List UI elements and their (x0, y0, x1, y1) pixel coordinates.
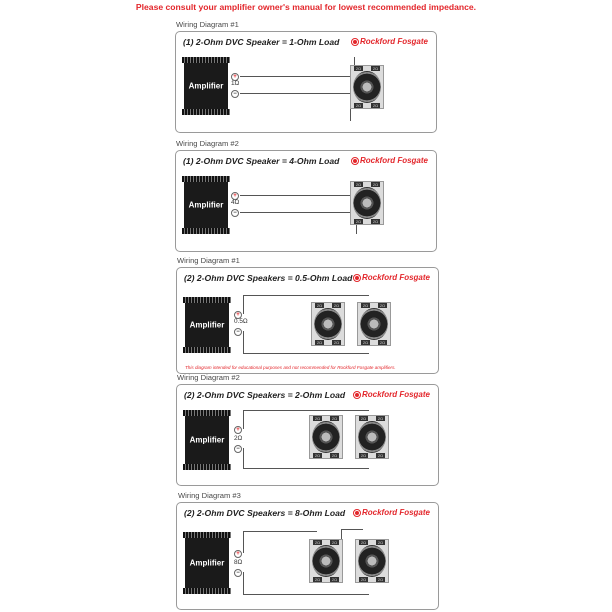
speaker-terminal: 2Ω (331, 416, 338, 421)
dvc-speaker (309, 539, 343, 583)
dvc-speaker (350, 65, 384, 109)
speaker-terminal: 2Ω (316, 340, 323, 345)
negative-terminal: − (234, 445, 242, 453)
wire (243, 594, 369, 595)
diagram-title: (2) 2-Ohm DVC Speakers = 8-Ohm Load (184, 508, 346, 518)
wire (240, 212, 356, 213)
logo-text: Rockford Fosgate (359, 156, 428, 165)
speaker-terminal: 2Ω (372, 66, 379, 71)
speaker-terminal: 2Ω (314, 540, 321, 545)
rockford-fosgate-logo (351, 37, 428, 46)
dvc-speaker (355, 415, 389, 459)
speaker-terminal: 2Ω (362, 340, 369, 345)
rockford-fosgate-logo (351, 156, 428, 165)
negative-terminal: − (234, 328, 242, 336)
amplifier (184, 60, 228, 112)
dvc-speaker (309, 415, 343, 459)
speaker-terminal: 2Ω (355, 66, 362, 71)
amplifier-label: Amplifier (188, 81, 224, 91)
speaker-terminal: 2Ω (377, 416, 384, 421)
negative-terminal: − (231, 209, 239, 217)
speaker-terminal: 2Ω (379, 303, 386, 308)
diagram-label: Wiring Diagram #1 (177, 256, 240, 265)
speaker-terminal: 2Ω (377, 540, 384, 545)
speaker-cone (353, 71, 381, 103)
dvc-speaker (311, 302, 345, 346)
speaker-cone (360, 308, 388, 340)
load-value: 0.5Ω (234, 318, 248, 325)
negative-terminal: − (231, 90, 239, 98)
speaker-terminal: 2Ω (362, 303, 369, 308)
speaker-cone (358, 421, 386, 453)
speaker-terminal: 2Ω (314, 453, 321, 458)
dvc-speaker (355, 539, 389, 583)
wire (243, 531, 317, 532)
amplifier (185, 413, 229, 467)
speaker-terminal: 2Ω (314, 577, 321, 582)
diagram-panel (176, 502, 439, 610)
positive-terminal: + (231, 192, 239, 200)
speaker-terminal: 2Ω (360, 453, 367, 458)
amplifier (185, 535, 229, 591)
wire (240, 93, 350, 94)
speaker-terminal: 2Ω (372, 103, 379, 108)
logo-text: Rockford Fosgate (359, 37, 428, 46)
amplifier-label: Amplifier (189, 435, 225, 445)
speaker-terminal: 2Ω (360, 577, 367, 582)
amplifier-label: Amplifier (189, 320, 225, 330)
logo-text: Rockford Fosgate (361, 390, 430, 399)
diagram-title: (1) 2-Ohm DVC Speaker = 4-Ohm Load (183, 156, 340, 166)
speaker-terminal: 2Ω (372, 219, 379, 224)
diagram-title: (1) 2-Ohm DVC Speaker = 1-Ohm Load (183, 37, 340, 47)
speaker-terminal: 2Ω (355, 182, 362, 187)
positive-terminal: + (234, 426, 242, 434)
speaker-terminal: 2Ω (360, 540, 367, 545)
logo-icon (353, 391, 361, 399)
amplifier (185, 300, 229, 350)
rockford-fosgate-logo (353, 508, 430, 517)
rockford-fosgate-logo (353, 273, 430, 282)
speaker-terminal: 2Ω (377, 453, 384, 458)
wire (243, 331, 244, 353)
wire (240, 195, 356, 196)
speaker-terminal: 2Ω (331, 453, 338, 458)
wire (243, 410, 369, 411)
diagram-label: Wiring Diagram #2 (176, 139, 239, 148)
dvc-speaker (350, 181, 384, 225)
logo-icon (353, 509, 361, 517)
positive-terminal: + (234, 550, 242, 558)
wire (243, 295, 244, 314)
diagram-label: Wiring Diagram #2 (177, 373, 240, 382)
logo-text: Rockford Fosgate (361, 508, 430, 517)
wire (240, 76, 354, 77)
speaker-cone (353, 187, 381, 219)
wire (243, 468, 369, 469)
amplifier (184, 179, 228, 231)
rockford-fosgate-logo (353, 390, 430, 399)
amplifier-label: Amplifier (188, 200, 224, 210)
logo-icon (351, 38, 359, 46)
speaker-terminal: 2Ω (379, 340, 386, 345)
speaker-terminal: 2Ω (333, 340, 340, 345)
logo-text: Rockford Fosgate (361, 273, 430, 282)
logo-icon (351, 157, 359, 165)
diagram-title: (2) 2-Ohm DVC Speakers = 0.5-Ohm Load (184, 273, 353, 283)
load-value: 4Ω (231, 199, 240, 206)
speaker-terminal: 2Ω (316, 303, 323, 308)
diagram-label: Wiring Diagram #1 (176, 20, 239, 29)
speaker-terminal: 2Ω (355, 219, 362, 224)
wire (341, 529, 363, 530)
load-value: 2Ω (234, 435, 243, 442)
disclaimer-note: This diagram intended for educational purposes and not recommended for Rockford Fosgate amplifiers. (185, 365, 396, 370)
speaker-terminal: 2Ω (360, 416, 367, 421)
diagram-panel (175, 31, 437, 133)
load-value: 8Ω (234, 559, 243, 566)
negative-terminal: − (234, 569, 242, 577)
speaker-terminal: 2Ω (331, 540, 338, 545)
speaker-terminal: 2Ω (331, 577, 338, 582)
speaker-cone (358, 545, 386, 577)
diagram-title: (2) 2-Ohm DVC Speakers = 2-Ohm Load (184, 390, 346, 400)
dvc-speaker (357, 302, 391, 346)
wire (243, 353, 369, 354)
speaker-terminal: 2Ω (355, 103, 362, 108)
speaker-terminal: 2Ω (314, 416, 321, 421)
logo-icon (353, 274, 361, 282)
diagram-panel (176, 267, 439, 374)
wire (243, 295, 369, 296)
speaker-terminal: 2Ω (372, 182, 379, 187)
wire (243, 410, 244, 429)
positive-terminal: + (234, 311, 242, 319)
speaker-terminal: 2Ω (377, 577, 384, 582)
impedance-warning: Please consult your amplifier owner's manual for lowest recommended impedance. (135, 2, 477, 12)
speaker-cone (314, 308, 342, 340)
diagram-panel (175, 150, 437, 252)
diagram-panel (176, 384, 439, 486)
amplifier-label: Amplifier (189, 558, 225, 568)
speaker-cone (312, 545, 340, 577)
wire (243, 572, 244, 594)
load-value: 1Ω (231, 80, 240, 87)
positive-terminal: + (231, 73, 239, 81)
wire (243, 531, 244, 553)
wire (243, 448, 244, 468)
speaker-cone (312, 421, 340, 453)
speaker-terminal: 2Ω (333, 303, 340, 308)
diagram-label: Wiring Diagram #3 (178, 491, 241, 500)
